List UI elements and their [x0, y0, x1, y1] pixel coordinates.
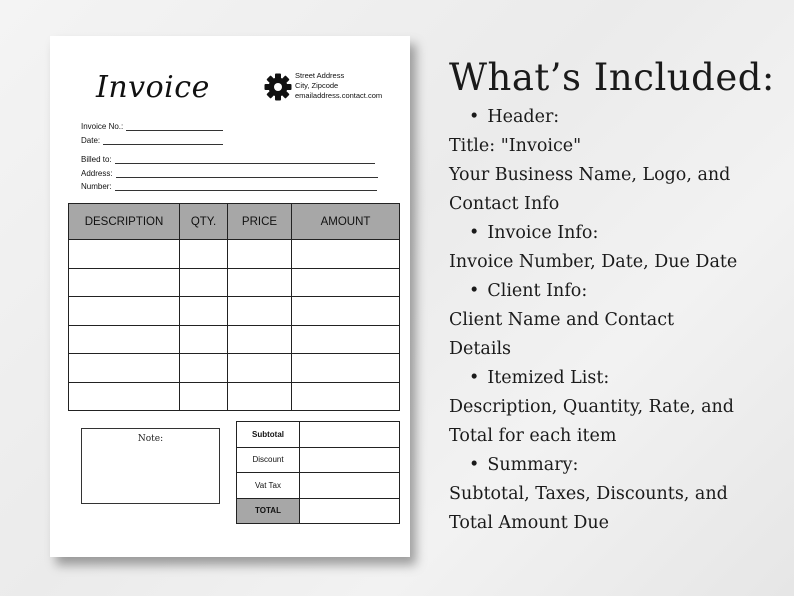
date-field: [81, 136, 223, 145]
email-address: emailaddress.contact.com: [295, 91, 383, 100]
table-cell: [180, 297, 228, 326]
included-text-line: Details: [449, 339, 512, 359]
date-label: Date:: [81, 136, 101, 145]
subtotal-value: [300, 422, 400, 448]
table-cell: [69, 268, 180, 297]
included-text-line: Title: "Invoice": [449, 136, 582, 156]
items-table: [68, 203, 400, 411]
qty-header: QTY.: [180, 204, 228, 240]
description-header: DESCRIPTION: [69, 204, 180, 240]
invoice-page: [50, 36, 410, 557]
table-cell: [69, 240, 180, 269]
subtotal-row: [237, 422, 400, 448]
table-row: [69, 268, 400, 297]
vat-tax-label: Vat Tax: [237, 473, 300, 499]
street-address: Street Address: [295, 71, 345, 80]
table-row: [69, 354, 400, 383]
business-address: [295, 71, 382, 101]
included-text-line: Description, Quantity, Rate, and: [449, 397, 734, 417]
table-cell: [180, 382, 228, 411]
invoice-title: Invoice: [96, 70, 210, 105]
number-field: [81, 182, 377, 191]
vat-tax-row: [237, 473, 400, 499]
included-text-line: Client Name and Contact: [449, 310, 675, 330]
note-label: Note:: [137, 434, 164, 444]
invoice-no-line: [126, 122, 223, 131]
table-cell: [228, 268, 292, 297]
table-cell: [292, 325, 400, 354]
included-panel: [449, 56, 775, 538]
table-cell: [180, 354, 228, 383]
included-text-line: Contact Info: [449, 194, 560, 214]
amount-header: AMOUNT: [292, 204, 400, 240]
total-row: [237, 498, 400, 524]
table-cell: [292, 382, 400, 411]
table-cell: [69, 354, 180, 383]
included-text-line: Subtotal, Taxes, Discounts, and: [449, 484, 728, 504]
billed-to-label: Billed to:: [81, 155, 112, 164]
table-row: [69, 382, 400, 411]
included-bullet-item: • Header:: [449, 103, 775, 132]
included-bullet-item: • Client Info:: [449, 277, 775, 306]
table-cell: [228, 382, 292, 411]
included-text-line: Your Business Name, Logo, and: [449, 165, 731, 185]
included-bullet-item: • Invoice Info:: [449, 219, 775, 248]
discount-row: [237, 447, 400, 473]
table-cell: [228, 297, 292, 326]
table-row: [69, 240, 400, 269]
items-header-row: [69, 204, 400, 240]
included-list: [449, 103, 775, 538]
table-cell: [228, 325, 292, 354]
table-cell: [292, 268, 400, 297]
discount-label: Discount: [237, 447, 300, 473]
date-line: [103, 136, 223, 145]
number-line: [115, 182, 377, 191]
address-field: [81, 169, 378, 178]
invoice-no-label: Invoice No.:: [81, 122, 124, 131]
vat-tax-value: [300, 473, 400, 499]
included-text-line: Total for each item: [449, 426, 617, 446]
billed-to-line: [115, 155, 375, 164]
table-cell: [69, 382, 180, 411]
invoice-no-field: [81, 122, 223, 131]
table-cell: [292, 354, 400, 383]
city-zipcode: City, Zipcode: [295, 81, 339, 90]
table-cell: [180, 268, 228, 297]
gear-icon: [264, 73, 292, 101]
included-text-line: Invoice Number, Date, Due Date: [449, 252, 738, 272]
subtotal-label: Subtotal: [237, 422, 300, 448]
number-label: Number:: [81, 182, 112, 191]
note-box: [81, 428, 220, 504]
table-cell: [228, 354, 292, 383]
included-text-line: Total Amount Due: [449, 513, 610, 533]
table-cell: [180, 325, 228, 354]
table-cell: [69, 325, 180, 354]
address-line: [116, 169, 378, 178]
table-cell: [292, 297, 400, 326]
included-bullet-item: • Itemized List:: [449, 364, 775, 393]
table-cell: [292, 240, 400, 269]
price-header: PRICE: [228, 204, 292, 240]
included-heading: What’s Included:: [449, 56, 775, 99]
table-row: [69, 325, 400, 354]
summary-table: [236, 421, 400, 524]
table-cell: [228, 240, 292, 269]
total-value: [300, 498, 400, 524]
total-label: TOTAL: [237, 498, 300, 524]
table-cell: [69, 297, 180, 326]
table-cell: [180, 240, 228, 269]
table-row: [69, 297, 400, 326]
billed-to-field: [81, 155, 375, 164]
included-bullet-item: • Summary:: [449, 451, 775, 480]
address-label: Address:: [81, 169, 113, 178]
discount-value: [300, 447, 400, 473]
